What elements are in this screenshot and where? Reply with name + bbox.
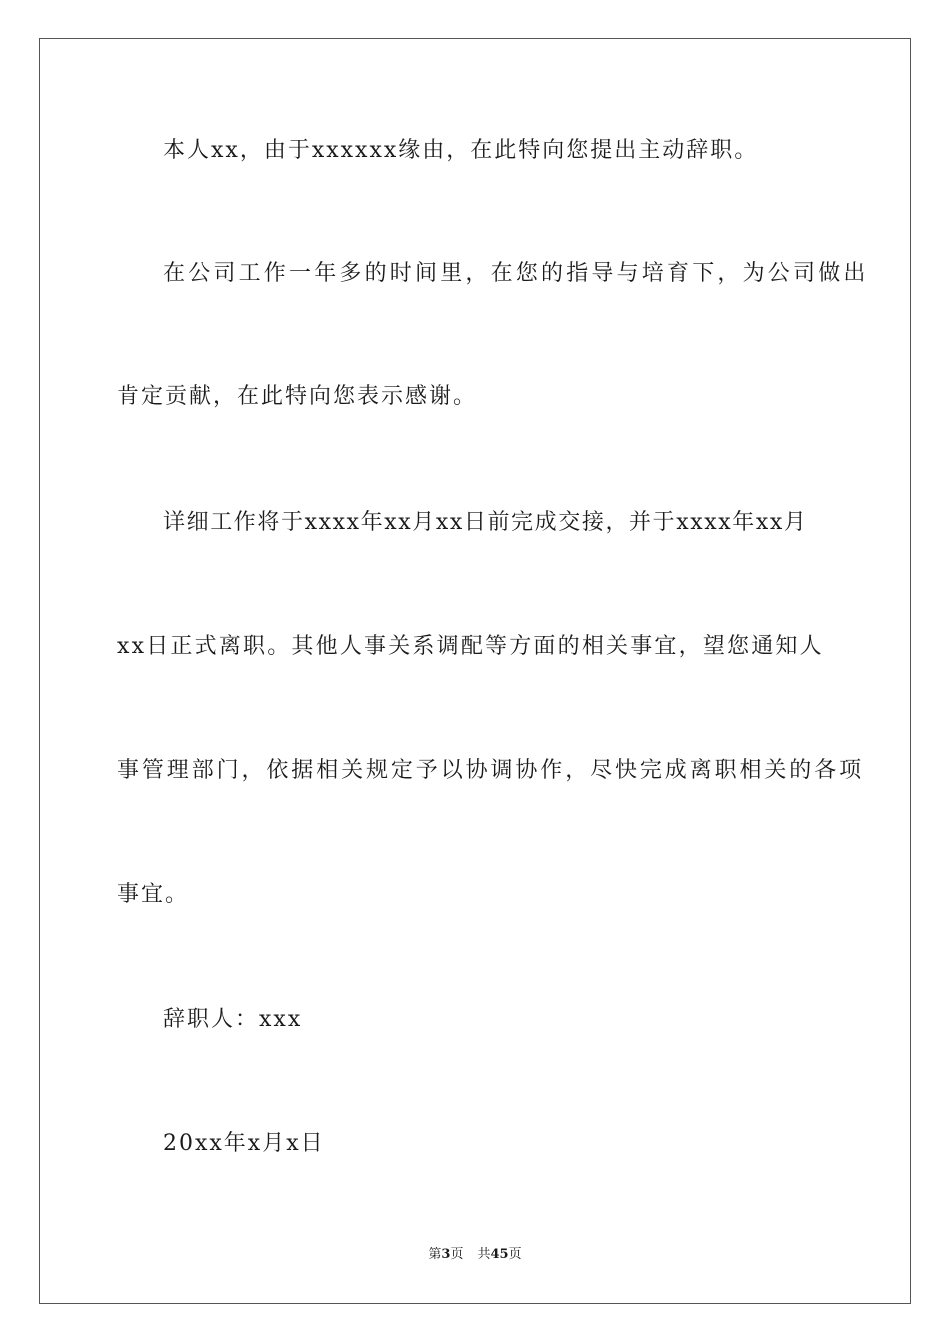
paragraph-3-line-4: 事宜。 [117,882,190,907]
page-suffix: 页 [450,1247,464,1262]
page-border [39,38,911,1304]
paragraph-3-line-2: xx日正式离职。其他人事关系调配等方面的相关事宜，望您通知人 [117,634,824,659]
total-pages: 45 [490,1247,509,1262]
page-number: 3 [441,1247,451,1262]
page-footer [0,1246,950,1264]
signature-line: 辞职人：xxx [163,1007,303,1032]
paragraph-2-line-1: 在公司工作一年多的时间里，在您的指导与培育下，为公司做出 [163,261,869,286]
total-prefix: 共 [477,1247,491,1262]
paragraph-1: 本人xx，由于xxxxxx缘由，在此特向您提出主动辞职。 [163,138,759,163]
total-suffix: 页 [508,1247,522,1262]
date-line: 20xx年x月x日 [163,1131,325,1156]
page-prefix: 第 [428,1247,442,1262]
paragraph-3-line-3: 事管理部门，依据相关规定予以协调协作，尽快完成离职相关的各项 [117,758,865,783]
paragraph-2-line-2: 肯定贡献，在此特向您表示感谢。 [117,384,478,409]
paragraph-3-line-1: 详细工作将于xxxx年xx月xx日前完成交接，并于xxxx年xx月 [163,510,808,535]
